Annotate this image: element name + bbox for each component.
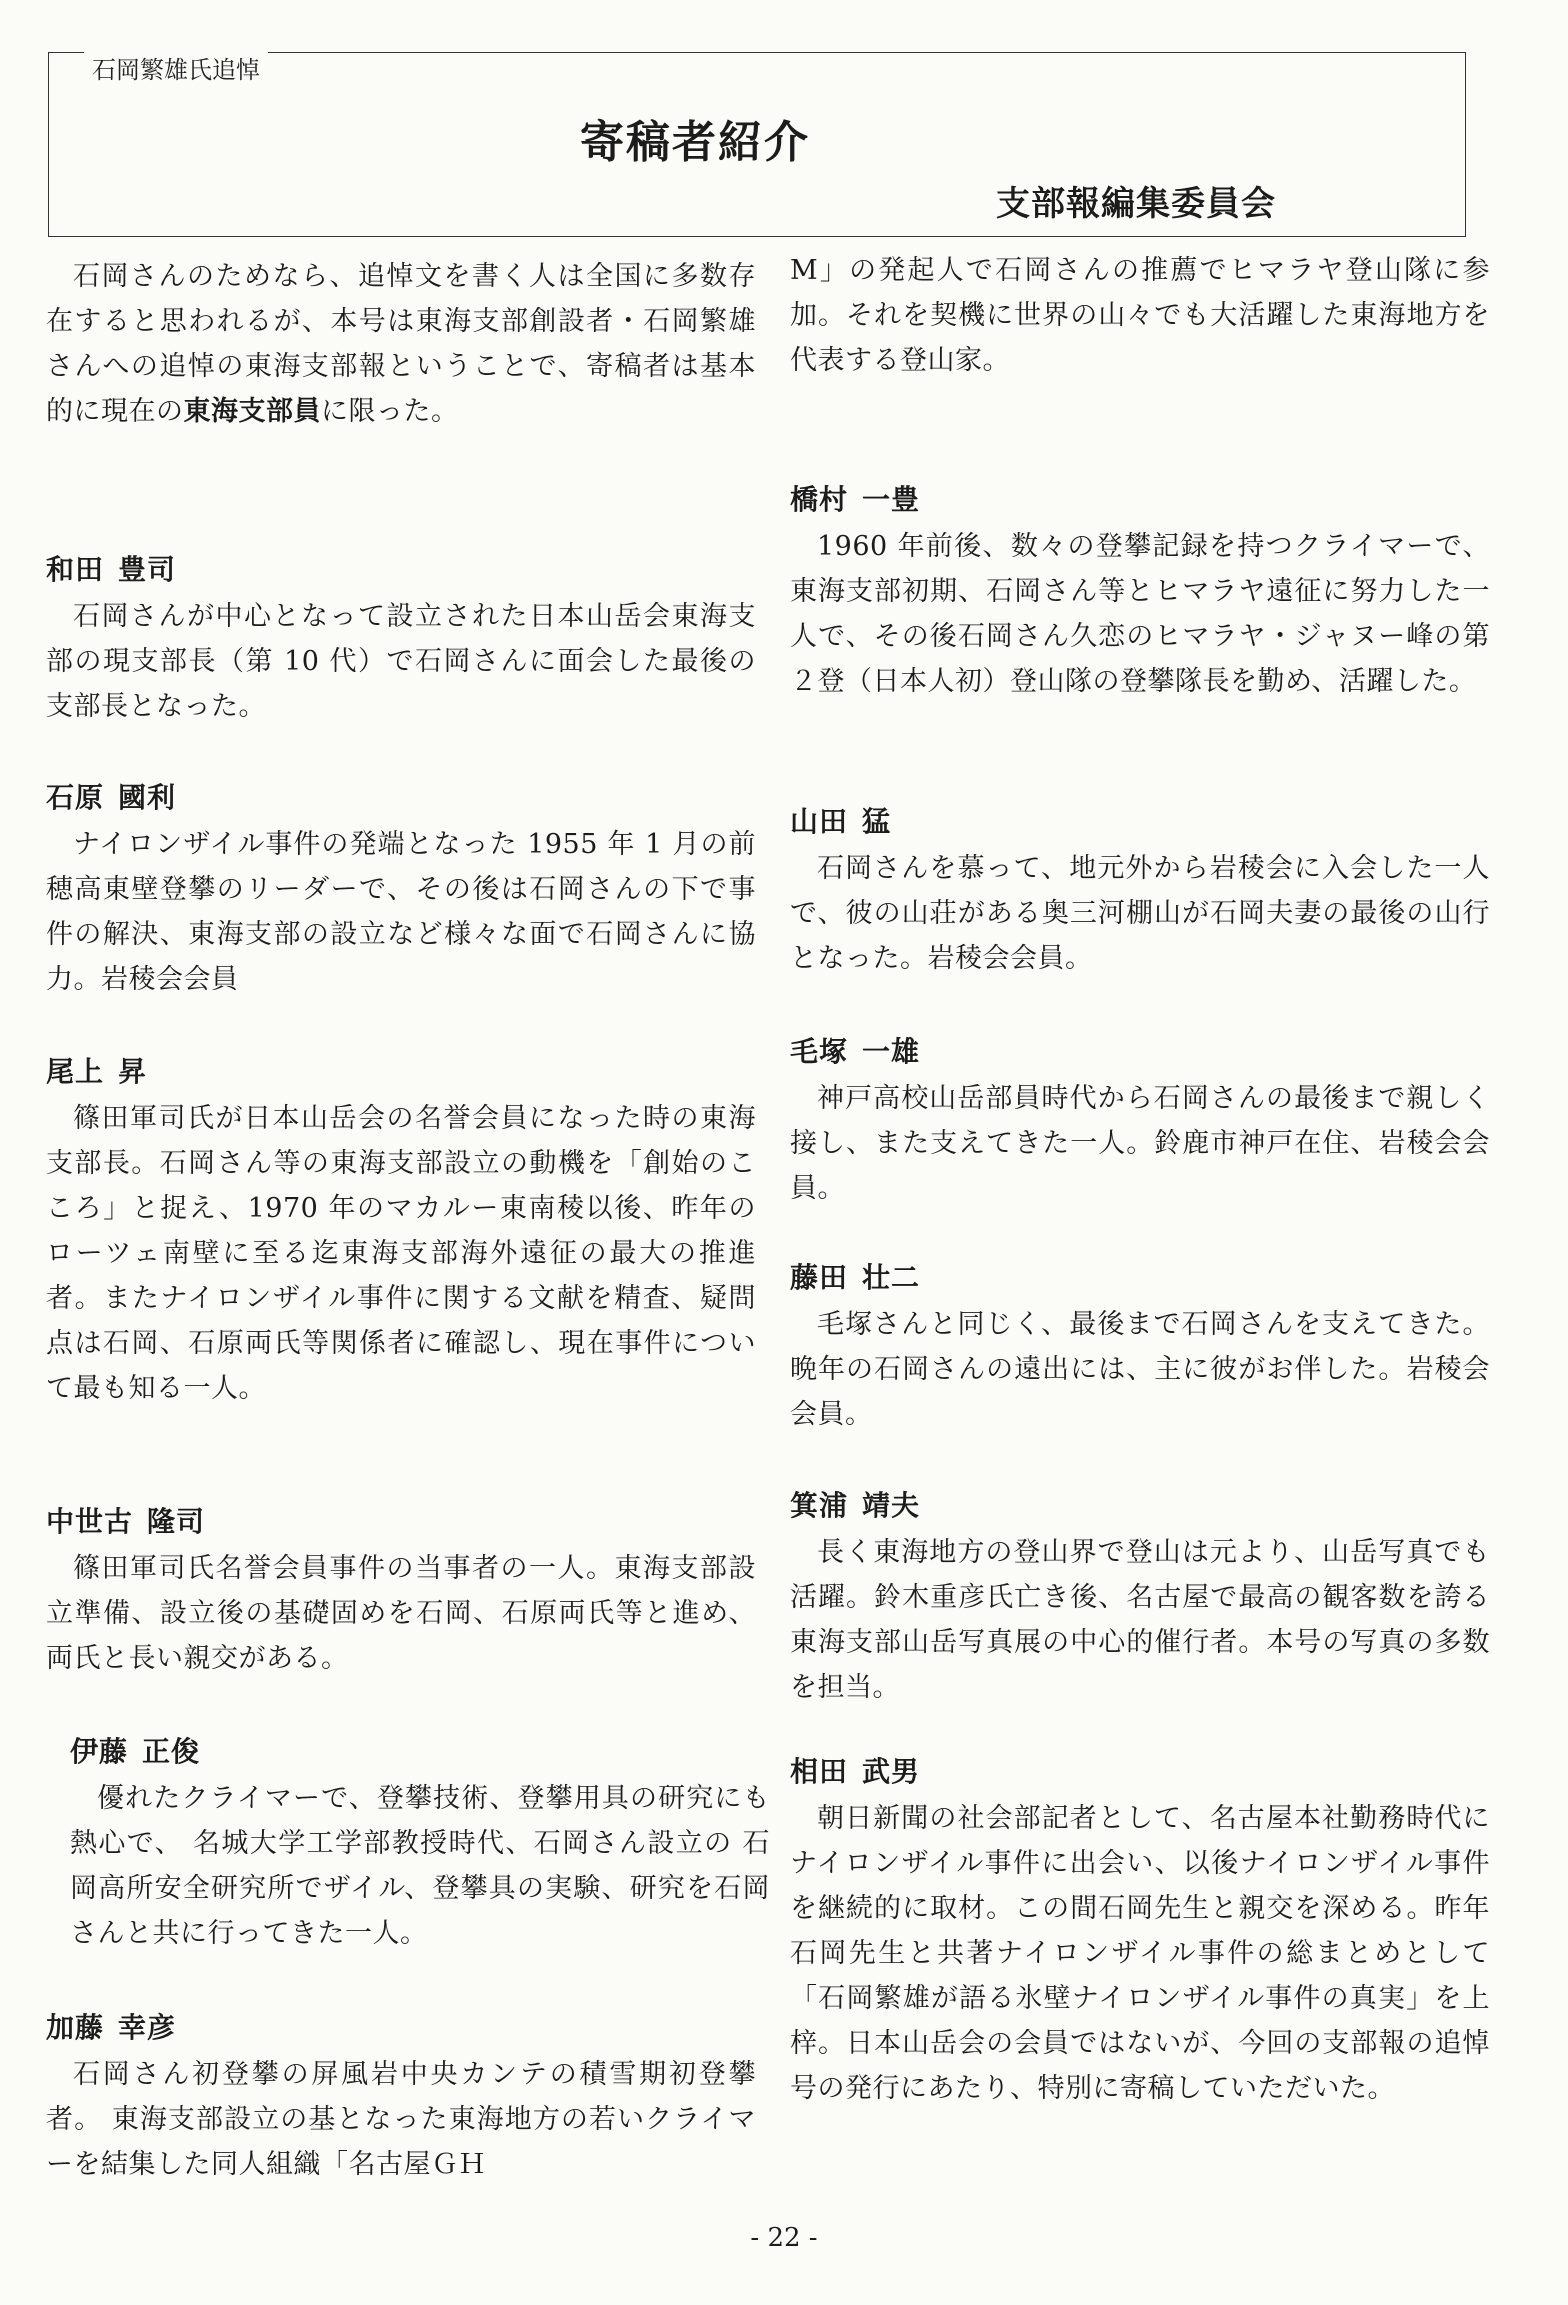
contributor-entry — [790, 800, 1490, 981]
committee-name: 支部報編集委員会 — [996, 184, 1276, 224]
contributor-name: 藤田 壮二 — [790, 1261, 921, 1294]
contributor-bio: 神戸高校山岳部員時代から石岡さんの最後まで親しく接し、また支えてきた一人。鈴鹿市神戸在住、岩稜会会員。 — [790, 1083, 1490, 1204]
contributor-name: 石原 國利 — [46, 781, 177, 814]
intro-bold-text: 東海支部員 — [183, 396, 321, 427]
contributor-bio: 石岡さんを慕って、地元外から岩稜会に入会した一人で、彼の山荘がある奥三河棚山が石岡夫妻の最後の山行となった。岩稜会会員。 — [790, 853, 1490, 974]
contributor-bio: 石岡さんが中心となって設立された日本山岳会東海支部の現支部長（第 10 代）で石岡さんに面会した最後の支部長となった。 — [46, 601, 756, 722]
contributor-entry — [790, 1484, 1490, 1710]
contributor-bio: 篠田軍司氏が日本山岳会の名誉会員になった時の東海支部長。石岡さん等の東海支部設立の動機を「創始のこころ」と捉え、1970 年のマカルー東南稜以後、昨年のローツェ南壁に至る迄東海支部海外遠征の最大の推進者。またナイロンザイル事件に関する文献を精査、疑問点は石岡、石原両氏等関係者に確認し、現在事件について最も知る一人。 — [46, 1103, 756, 1404]
page-title: 寄稿者紹介 — [580, 117, 810, 168]
contributor-bio: 毛塚さんと同じく、最後まで石岡さんを支えてきた。晩年の石岡さんの遠出には、主に彼がお伴した。岩稜会会員。 — [790, 1309, 1490, 1430]
contributor-entry — [46, 1500, 756, 1681]
contributor-bio: 篠田軍司氏名誉会員事件の当事者の一人。東海支部設立準備、設立後の基礎固めを石岡、石原両氏等と進め、両氏と長い親交がある。 — [46, 1553, 756, 1674]
contributor-bio: 長く東海地方の登山界で登山は元より、山岳写真でも活躍。鈴木重彦氏亡き後、名古屋で最高の観客数を誇る東海支部山岳写真展の中心的催行者。本号の写真の多数を担当。 — [790, 1537, 1490, 1703]
contributor-name: 山田 猛 — [790, 805, 892, 838]
contributor-name: 箕浦 靖夫 — [790, 1489, 921, 1522]
contributor-name: 加藤 幸彦 — [46, 2011, 177, 2044]
contributor-entry — [46, 776, 756, 1002]
intro-text-before: 石岡さんのためなら、追悼文を書く人は全国に多数存在すると思われるが、本号は東海支部創設者・石岡繁雄さんへの追悼の東海支部報ということで、寄稿者は基本的に現在の — [46, 261, 756, 427]
page-number: - 22 - — [750, 2223, 818, 2253]
intro-paragraph — [46, 254, 756, 434]
contributor-name: 和田 豊司 — [46, 553, 177, 586]
contributor-name: 相田 武男 — [790, 1755, 921, 1788]
intro-text-after: に限った。 — [321, 396, 459, 427]
contributor-name: 橋村 一豊 — [790, 483, 921, 516]
contributor-entry — [790, 1750, 1490, 2111]
contributor-bio: 朝日新聞の社会部記者として、名古屋本社勤務時代にナイロンザイル事件に出会い、以後ナイロンザイル事件を継続的に取材。この間石岡先生と親交を深める。昨年石岡先生と共著ナイロンザイル事件の総まとめとして「石岡繁雄が語る氷壁ナイロンザイル事件の真実」を上梓。日本山岳会の会員ではないが、今回の支部報の追悼号の発行にあたり、特別に寄稿していただいた。 — [790, 1803, 1490, 2104]
contributor-entry — [790, 1030, 1490, 1211]
contributor-entry — [70, 1730, 780, 1956]
contributor-bio: 石岡さん初登攀の屏風岩中央カンテの積雪期初登攀者。 東海支部設立の基となった東海地方の若いクライマーを結集した同人組織「名古屋ＧＨ — [46, 2059, 756, 2180]
contributor-bio: 1960 年前後、数々の登攀記録を持つクライマーで、東海支部初期、石岡さん等とヒマラヤ遠征に努力した一人で、その後石岡さん久恋のヒマラヤ・ジャヌー峰の第２登（日本人初）登山隊の登攀隊長を勤め、活躍した。 — [790, 531, 1490, 697]
contributor-entry — [46, 548, 756, 729]
contributor-name: 尾上 昇 — [46, 1055, 148, 1088]
contributor-bio: ナイロンザイル事件の発端となった 1955 年 1 月の前穂高東壁登攀のリーダーで、その後は石岡さんの下で事件の解決、東海支部の設立など様々な面で石岡さんに協力。岩稜会会員 — [46, 829, 756, 995]
contributor-name: 伊藤 正俊 — [70, 1735, 201, 1768]
contributor-entry — [46, 1050, 756, 1411]
contributor-entry — [790, 478, 1490, 704]
contributor-name: 中世古 隆司 — [46, 1505, 206, 1538]
contributor-entry — [790, 1256, 1490, 1437]
section-tag: 石岡繁雄氏追悼 — [84, 50, 268, 85]
contributor-name: 毛塚 一雄 — [790, 1035, 921, 1068]
continued-paragraph: M」の発起人で石岡さんの推薦でヒマラヤ登山隊に参加。それを契機に世界の山々でも大活躍した東海地方を代表する登山家。 — [790, 255, 1490, 376]
contributor-bio: 優れたクライマーで、登攀技術、登攀用具の研究にも熱心で、 名城大学工学部教授時代、石岡さん設立の 石岡高所安全研究所でザイル、登攀具の実験、研究を石岡さんと共に行ってきた一人。 — [70, 1783, 770, 1949]
contributor-entry — [46, 2006, 756, 2187]
